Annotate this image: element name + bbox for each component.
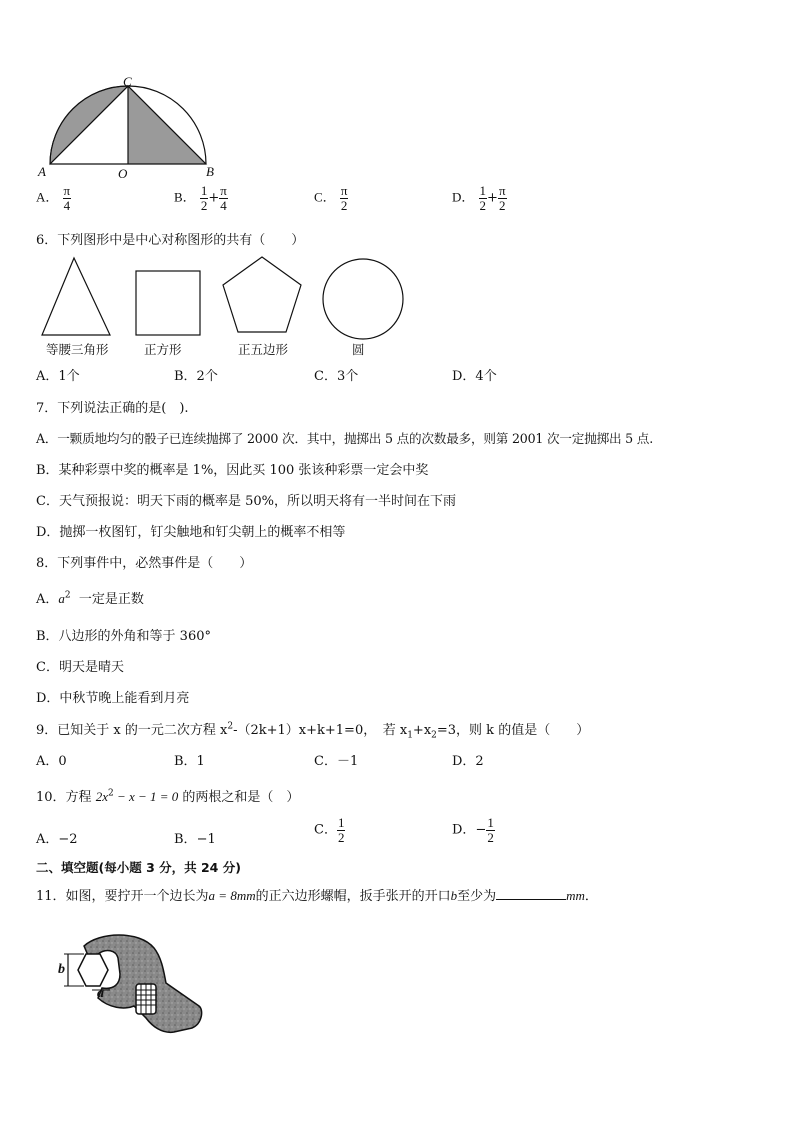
fraction: $\frac{1}{2}$ [337,815,345,845]
q10-stem: 10．方程 $2x^2 - x - 1 = 0$ 的两根之和是（ ） [36,788,300,805]
square-shape [136,271,200,335]
label-b: B [206,164,214,179]
q6-shapes [36,255,416,340]
q6-option-a[interactable]: A．1个 [36,369,80,384]
q8-option-c[interactable]: C．明天是晴天 [36,660,124,675]
q10-option-c[interactable]: C． $\frac{1}{2}$ [314,815,345,845]
q7-option-b[interactable]: B．某种彩票中奖的概率是 1%，因此买 100 张该种彩票一定会中奖 [36,463,429,478]
q5-option-b[interactable]: B． $\frac{1}{2}$ + $\frac{\pi}{4}$ [174,183,227,213]
shape-label-circle: 圆 [352,342,365,357]
q9-option-c[interactable]: C．－1 [314,754,359,769]
shape-label-pentagon: 正五边形 [238,342,289,357]
q8-option-d[interactable]: D．中秋节晚上能看到月亮 [36,691,190,706]
q7-option-a[interactable]: A．一颗质地均匀的骰子已连续抛掷了 2000 次．其中，抛掷出 5 点的次数最多，则第 2001 次一定抛掷出 5 点. [36,431,653,446]
q5-option-c[interactable]: C． $\frac{\pi}{2}$ [314,183,348,213]
wrench-figure [54,928,206,1038]
q6-stem: 6．下列图形中是中心对称图形的共有（ ） [36,233,305,248]
fraction: $\frac{1}{2}$ [487,815,494,845]
fraction: $\frac{\pi}{2}$ [340,183,348,213]
q7-stem: 7．下列说法正确的是( ). [36,401,189,416]
q11-stem: 11．如图，要拧开一个边长为a = 8mm的正六边形螺帽，扳手张开的开口b至少为 mm． [36,888,598,904]
label-o: O [118,166,128,181]
shape-label-square: 正方形 [144,342,182,357]
q6-option-d[interactable]: D．4个 [452,369,497,384]
q7-option-c[interactable]: C．天气预报说：明天下雨的概率是 50%，所以明天将有一半时间在下雨 [36,494,456,509]
fraction: $\frac{\pi}{2}$ [498,183,506,213]
q5-option-a[interactable]: A． $\frac{\pi}{4}$ [36,183,71,213]
fraction: $\frac{\pi}{4}$ [220,183,227,213]
isosceles-triangle-shape [42,258,110,335]
circle-shape [323,259,403,339]
q6-option-b[interactable]: B．2个 [174,369,218,384]
q10-option-b[interactable]: B．−1 [174,832,216,847]
shape-label-triangle: 等腰三角形 [46,342,109,357]
q8-stem: 8．下列事件中，必然事件是（ ） [36,556,253,571]
fraction: $\frac{1}{2}$ [200,183,208,213]
label-b-wrench: b [58,962,65,977]
q10-option-a[interactable]: A．−2 [36,832,78,847]
q9-stem: 9．已知关于 x 的一元二次方程 $x^2-(2k+1)x+k+1=0$， 若 $x_1+x_2=3$，则 k 的值是（ ） [36,721,590,741]
q10-option-d[interactable]: D．− $\frac{1}{2}$ [452,815,494,845]
q7-option-d[interactable]: D．抛掷一枚图钉，钉尖触地和钉尖朝上的概率不相等 [36,525,346,540]
fraction: $\frac{1}{2}$ [479,183,487,213]
q8-option-b[interactable]: B．八边形的外角和等于 360° [36,629,211,644]
q6-option-c[interactable]: C．3个 [314,369,359,384]
section-title: 二、填空题(每小题 3 分，共 24 分) [36,860,241,875]
label-a-wrench: a [97,986,104,1001]
label-c: C [123,74,132,89]
label-a: A [38,164,46,179]
q8-option-a[interactable]: A．$a^2$ 一定是正数 [36,590,144,607]
q5-option-d[interactable]: D． $\frac{1}{2}$ + $\frac{\pi}{2}$ [452,183,506,213]
answer-blank[interactable] [496,887,566,900]
q9-option-b[interactable]: B．1 [174,754,205,769]
pentagon-shape [223,257,301,332]
q9-option-d[interactable]: D．2 [452,754,484,769]
fraction: $\frac{\pi}{4}$ [63,183,71,213]
q9-option-a[interactable]: A．0 [36,754,67,769]
